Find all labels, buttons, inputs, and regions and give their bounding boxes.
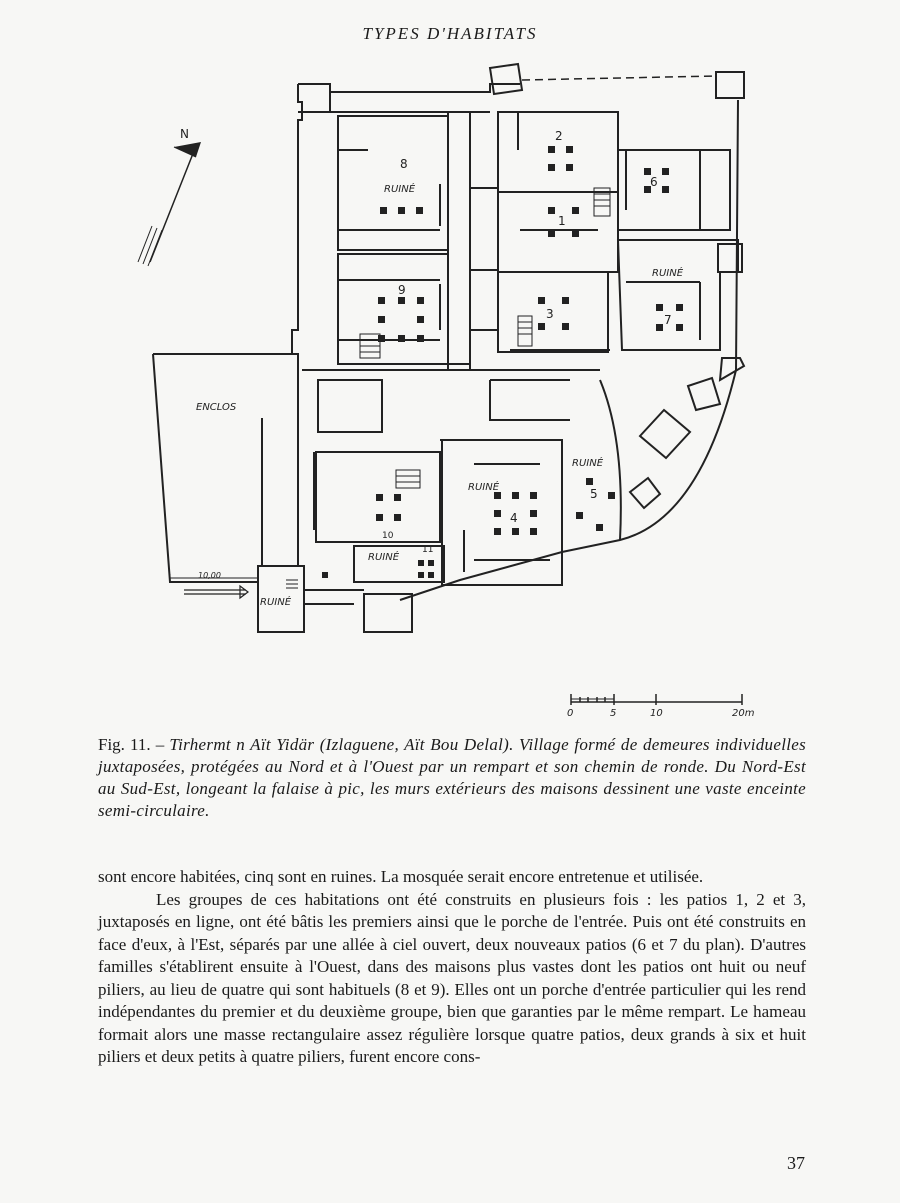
body-text xyxy=(98,866,806,1069)
figure-label: Fig. 11. – xyxy=(98,735,165,754)
ruine-label-10: RUINÉ xyxy=(368,552,400,563)
paragraph: Les groupes de ces habitations ont été construits en plusieurs fois : les patios 1, 2 et 3, juxtaposés en ligne, ont été bâtis les premiers ainsi que le porche de l'entrée. Puis ont été construits en face d'eux, à l'Est, séparés par une allée à ciel ouvert, deux nouveaux patios (6 et 7 du plan). D'autres familles s'établirent ensuite à l'Ouest, dans des maisons plus vastes dont les patios ont huit ou neuf piliers, au lieu de quatre qui sont habituels (8 et 9). Elles ont un porche d'entrée particulier qui les rend indépendantes du premier et du deuxième groupe, bien que garanties par le même rempart. Le hameau formait alors une masse rectangulaire assez régulière lorsque quatre patios, deux grands à six et huit piliers et deux petits à quatre piliers, furent encore cons- xyxy=(98,889,806,1066)
house-2 xyxy=(498,112,618,192)
ruine-label-entrance: RUINÉ xyxy=(260,597,292,608)
scale-tick-5: 5 xyxy=(610,708,617,719)
patio-number-10: 10 xyxy=(382,531,394,541)
patio-number-7: 7 xyxy=(664,313,672,327)
scale-tick-20: 20m xyxy=(732,708,755,719)
figure-description: Tirhermt n Aït Yidär (Izlaguene, Aït Bou Delal). Village formé de demeures individuelles juxtaposées, protégées au Nord et à l'Ouest par un rempart et son chemin de ronde. Du Nord-Est au Sud-Est, longeant la falaise à pic, les murs extérieurs des maisons dessinent une vaste enceinte semi-circulaire. xyxy=(98,735,807,820)
house-4 xyxy=(442,440,562,585)
rampart-north-west xyxy=(258,84,302,566)
patio-number-1: 1 xyxy=(558,214,566,228)
scale-tick-10: 10 xyxy=(650,708,663,719)
enclos-wall xyxy=(153,354,292,582)
north-label: N xyxy=(180,127,189,141)
house-1 xyxy=(498,192,618,272)
patio-number-9: 9 xyxy=(398,283,406,297)
house-9 xyxy=(338,254,448,364)
ruine-label-4: RUINÉ xyxy=(468,482,500,493)
patio-number-11: 11 xyxy=(422,545,434,555)
patio-number-4: 4 xyxy=(510,511,518,525)
page-number: 37 xyxy=(787,1153,805,1173)
house-6 xyxy=(618,112,730,230)
pillars xyxy=(322,146,683,578)
ruine-label-8: RUINÉ xyxy=(384,184,416,195)
dimension-label: 10,00 xyxy=(198,571,221,580)
figure-caption xyxy=(98,734,806,822)
house-7 xyxy=(618,240,738,350)
patio-number-2: 2 xyxy=(555,129,563,143)
patio-number-3: 3 xyxy=(546,307,554,321)
enclos-label: ENCLOS xyxy=(196,402,237,413)
north-arrow-icon xyxy=(138,142,201,266)
patio-number-5: 5 xyxy=(590,487,598,501)
patio-number-6: 6 xyxy=(650,175,658,189)
ruine-label-5: RUINÉ xyxy=(572,458,604,469)
running-header: TYPES D'HABITATS xyxy=(362,24,538,43)
paragraph: sont encore habitées, cinq sont en ruines. La mosquée serait encore entretenue et utilisée. xyxy=(98,867,704,886)
scale-tick-0: 0 xyxy=(567,708,574,719)
patio-number-8: 8 xyxy=(400,157,408,171)
scale-bar xyxy=(571,694,742,705)
ruine-label-7: RUINÉ xyxy=(652,268,684,279)
